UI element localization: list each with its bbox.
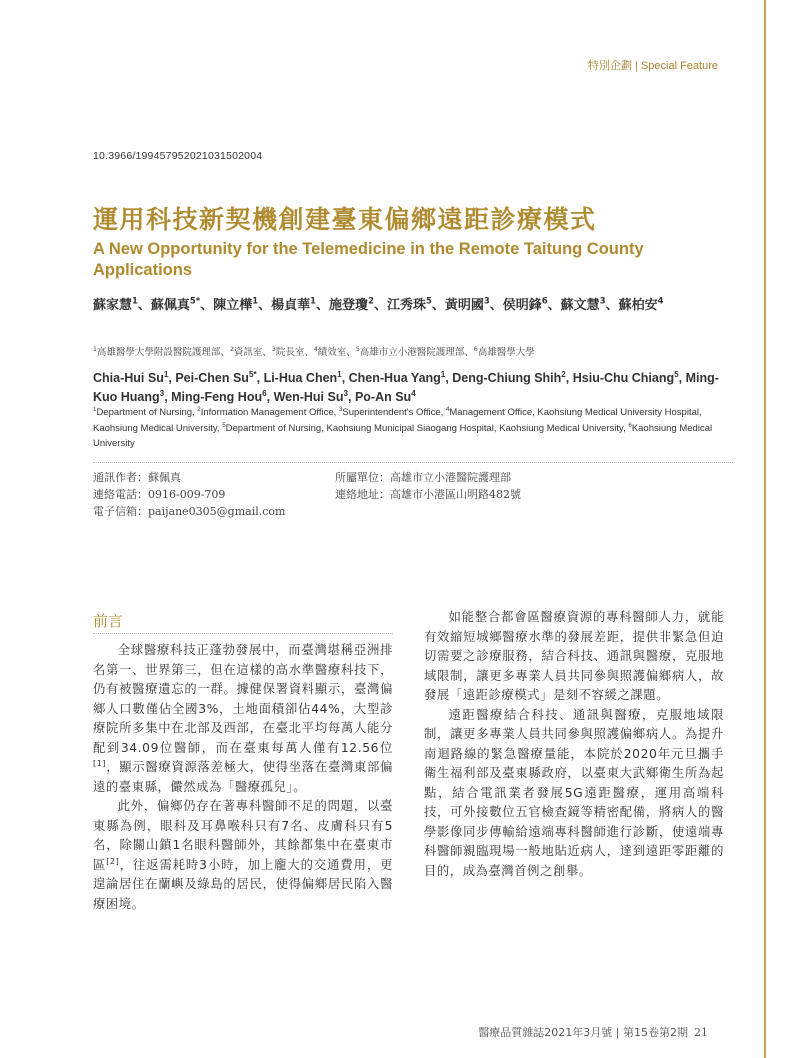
author-name: 蘇佩真 <box>150 298 190 313</box>
affiliation: Superintendent's Office <box>342 407 441 418</box>
footer-journal: 醫療品質雜誌2021年3月號 | 第15卷第2期 <box>478 1026 688 1039</box>
footer <box>478 1024 708 1040</box>
affil-marker: 1 <box>93 405 97 413</box>
affiliation: Kaohsiung Medical University <box>93 422 713 449</box>
author-affil-marker: 5 <box>674 369 679 379</box>
affiliation: Management Office, Kaohsiung Medical University Hospital, Kaohsiung Medical University <box>93 407 702 434</box>
author-name: Hsiu-Chu Chiang <box>572 371 675 385</box>
contact-email: 電子信箱：paijane0305@gmail.com <box>93 505 286 518</box>
section-label: 特別企劃 | Special Feature <box>587 60 718 72</box>
affiliation: 績效室 <box>317 347 347 358</box>
author-name: Ming-Kuo Huang <box>93 371 719 404</box>
affil-marker: 1 <box>93 345 97 353</box>
contact-right <box>335 469 521 503</box>
author-name: Li-Hua Chen <box>263 371 338 385</box>
author-affil-marker: 3 <box>159 388 165 398</box>
paragraph-text: 如能整合都會區醫療資源的專科醫師人力，就能有效縮短城鄉醫療水準的發展差距，提供非緊急但迫切需要之診療服務，結合科技、通訊與醫療，克服地域限制，讓更多專業人員共同參與照護偏鄉病人，故發展「遠距診療模式」是刻不容緩之課題。 <box>424 610 724 702</box>
author-name: 施登瓊 <box>329 298 369 313</box>
author-name: 楊貞華 <box>271 298 311 313</box>
author-name: 蘇家慧 <box>93 298 133 313</box>
affiliation: 資訊室 <box>233 347 263 358</box>
authors-english: Chia-Hui Su$^1$, Pei-Chen $Su^{5*}$, Li-Hua Chen$^1$, Chen-Hua Yang$^1$, Deng-Chiung Shih$^2$, Hsiu-Chu Chiang$^5$, Ming-Kuo Huang$^3$, Ming-Feng Hou$^6$, Wen-Hui Su$^3$, Po-An Su$^4$ <box>93 369 719 404</box>
author-name: Pei-Chen Su <box>175 371 249 385</box>
affil-marker: 6 <box>473 345 478 353</box>
author-name: Deng-Chiung Shih <box>452 371 562 385</box>
author-name: Chen-Hua Yang <box>348 371 441 385</box>
title-chinese: 運用科技新契機創建臺東偏鄉遠距診療模式 <box>93 205 597 234</box>
paragraph-text: 遠距醫療結合科技、通訊與醫療，克服地域限制，讓更多專業人員共同參與照護偏鄉病人。為提升南迴路線的緊急醫療量能，本院於2020年元旦攜手衛生福利部及臺東縣政府，以臺東大武鄉衛生所為起點，結合電訊業者發展5G遠距醫療，運用高端科技，可外接數位五官檢查鏡等精密配備，將病人的醫學影像同步傳輸給遠端專科醫師進行診斷，使遠端專科醫師親臨現場一般地貼近病人，達到遠距零距離的目的，成為臺灣首例之創舉。 <box>424 707 724 878</box>
author-affil-marker: 2 <box>561 369 566 379</box>
author-affil-marker: 4 <box>411 388 416 398</box>
author-affil-marker: 6 <box>262 388 267 398</box>
author-affil-marker: 2 <box>368 295 374 306</box>
author-affil-marker: 1 <box>310 295 317 306</box>
contact-address: 連絡地址：高雄市小港區山明路482號 <box>335 488 521 501</box>
author-affil-marker: 1 <box>132 295 138 306</box>
section-divider <box>93 633 393 634</box>
affil-marker: 3 <box>338 405 343 413</box>
paragraph <box>93 641 393 797</box>
affil-marker: 4 <box>445 405 450 413</box>
affil-marker: 3 <box>271 345 276 353</box>
author-affil-marker: 5* <box>189 295 201 306</box>
affil-marker: 4 <box>313 345 318 353</box>
authors-chinese: 蘇家慧$^1$、蘇佩真$^{5*}$、陳立樺$^1$、楊貞華$^1$、施登瓊$^2$、江秀珠$^5$、黃明國$^3$、侯明鋒$^6$、蘇文慧$^3$、蘇柏安$^4$ <box>93 295 664 313</box>
author-affil-marker: 3 <box>343 388 348 398</box>
affil-marker: 5 <box>355 345 360 353</box>
author-affil-marker: 1 <box>440 369 446 379</box>
paragraph <box>93 797 393 914</box>
contact-author: 通訊作者：蘇佩真 <box>93 471 181 484</box>
author-affil-marker: 5* <box>248 369 257 379</box>
affiliation: 高雄醫學大學附設醫院護理部 <box>96 347 221 358</box>
author-name: Chia-Hui Su <box>93 371 164 385</box>
author-name: 侯明鋒 <box>502 298 542 313</box>
author-name: Po-An Su <box>354 389 412 404</box>
paragraph-text: 此外，偏鄉仍存在著專科醫師不足的問題，以臺東縣為例，眼科及耳鼻喉科只有7名、皮膚科只有5名，除關山鎮1名眼科醫師外，其餘都集中在臺東市區 <box>93 799 393 872</box>
citation: [1] <box>93 758 107 768</box>
author-affil-marker: 6 <box>541 295 548 306</box>
author-affil-marker: 3 <box>599 295 606 306</box>
author-affil-marker: 1 <box>337 369 342 379</box>
affiliation: 高雄醫學大學 <box>477 347 535 358</box>
title-english: A New Opportunity for the Telemedicine in the Remote Taitung County Applications <box>93 240 644 279</box>
author-name: Wen-Hui Su <box>273 389 344 404</box>
paragraph <box>424 608 724 706</box>
body-column-right <box>424 608 724 881</box>
affiliation: Information Management Office <box>200 407 334 418</box>
affiliation: 高雄市立小港醫院護理部 <box>359 347 465 358</box>
author-affil-marker: 3 <box>483 295 490 306</box>
affil-marker: 5 <box>222 421 226 429</box>
page-edge-rule <box>764 0 766 1058</box>
affil-marker: 2 <box>229 345 234 353</box>
author-name: 黃明國 <box>444 298 484 313</box>
affil-marker: 2 <box>197 405 201 413</box>
author-name: 陳立樺 <box>213 298 253 313</box>
affiliation: 院長室 <box>275 347 305 358</box>
affiliation: Department of Nursing, Kaohsiung Municipal Siaogang Hospital, Kaohsiung Medical University <box>225 422 624 434</box>
author-affil-marker: 1 <box>252 295 259 306</box>
affiliations-english: $^1$Department of Nursing, $^2$Information Management Office, $^3$Superintendent's Office, $^4$Management Office, Kaohsiung Medical University Hospital, Kaohsiung Medical University, $^5$Department of Nursing, Kaohsiung Municipal Siaogang Hospital, Kaohsiung Medical University, $^6$Kaohsiung Medical University <box>93 405 713 449</box>
body-column-left <box>93 641 393 914</box>
affiliations-chinese: $^1$高雄醫學大學附設醫院護理部、$^2$資訊室、$^3$院長室、$^4$績效室、$^5$高雄市立小港醫院護理部、$^6$高雄醫學大學 <box>93 345 535 358</box>
author-affil-marker: 5 <box>425 295 432 306</box>
citation: [2] <box>106 856 120 866</box>
author-affil-marker: 4 <box>657 295 664 306</box>
paragraph-text: ，顯示醫療資源落差極大，使得坐落在臺灣東部偏遠的臺東縣，儼然成為「醫療孤兒」。 <box>93 760 393 794</box>
contact-phone: 連絡電話：0916-009-709 <box>93 488 226 501</box>
page-number: 21 <box>694 1026 708 1039</box>
paragraph-text: ，往返需耗時3小時，加上龐大的交通費用，更遑論居住在蘭嶼及綠島的居民，使得偏鄉居民陷入醫療困境。 <box>93 857 393 911</box>
author-name: Ming-Feng Hou <box>171 389 263 404</box>
contact-divider <box>93 462 733 463</box>
doi: 10.3966/199457952021031502004 <box>93 150 263 162</box>
author-name: 蘇柏安 <box>618 298 658 313</box>
affiliation: Department of Nursing <box>96 407 193 418</box>
contact-left <box>93 469 285 520</box>
paragraph-text: 全球醫療科技正蓬勃發展中，而臺灣堪稱亞洲排名第一、世界第三，但在這樣的高水準醫療科技下，仍有被醫療遺忘的一群。據健保署資料顯示，臺灣偏鄉人口數僅佔全國3%，土地面積卻佔44%，大型診療院所多集中在北部及西部，在臺北平均每萬人能分配到34.09位醫師，而在臺東每萬人僅有12.56位 <box>93 643 393 755</box>
author-name: 蘇文慧 <box>560 298 600 313</box>
author-affil-marker: 1 <box>163 369 169 379</box>
affil-marker: 6 <box>628 421 632 429</box>
paragraph <box>424 706 724 882</box>
author-name: 江秀珠 <box>386 298 426 313</box>
contact-unit: 所屬單位：高雄市立小港醫院護理部 <box>335 471 511 484</box>
section-heading: 前言 <box>93 612 124 630</box>
